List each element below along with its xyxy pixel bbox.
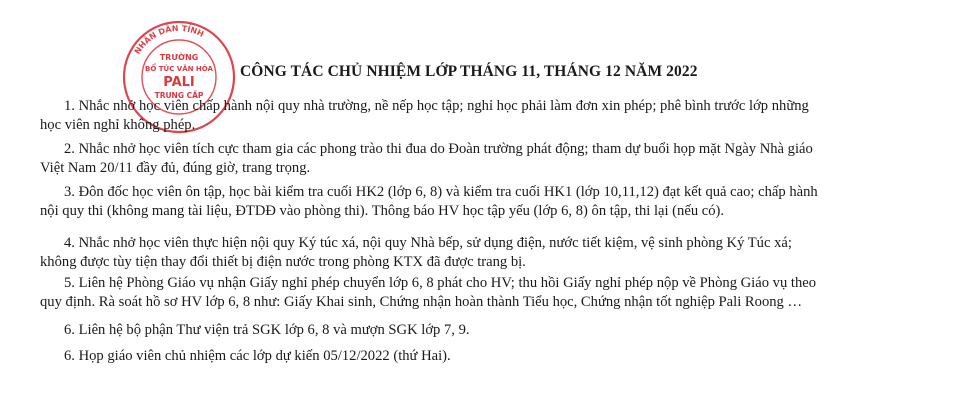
item-line: 3. Đôn đốc học viên ôn tập, học bài kiểm tra cuối HK2 (lớp 6, 8) và kiểm tra cuối HK1 (lớp 10,11,12) đạt kết quả cao; chấp hành xyxy=(64,184,818,200)
item-line: quy định. Rà soát hồ sơ HV lớp 6, 8 như: Giấy Khai sinh, Chứng nhận hoàn thành Tiểu học, Chứng nhận tốt nghiệp Pali Roong … xyxy=(40,293,803,310)
item-line: nội quy thi (không mang tài liệu, ĐTDĐ vào phòng thi). Thông báo HV học tập yếu (lớp 6, 8) ôn tập, thi lại (nếu có). xyxy=(40,202,725,219)
item-line: 1. Nhắc nhở học viên chấp hành nội quy nhà trường, nề nếp học tập; nghỉ học phải làm đơn xin phép; phê bình trước lớp những xyxy=(64,98,809,114)
seal-line-2: BỔ TÚC VĂN HÓA xyxy=(145,65,213,73)
item-line: học viên nghỉ không phép. xyxy=(40,116,196,133)
item-line: 2. Nhắc nhở học viên tích cực tham gia các phong trào thi đua do Đoàn trường phát động; tham dự buổi họp mặt Ngày Nhà giáo xyxy=(64,141,813,157)
item-line: Việt Nam 20/11 đầy đủ, đúng giờ, trang trọng. xyxy=(40,159,311,176)
list-item xyxy=(40,274,930,311)
item-line: 6. Họp giáo viên chủ nhiệm các lớp dự kiến 05/12/2022 (thứ Hai). xyxy=(64,348,451,364)
seal-line-4: TRUNG CẤP xyxy=(154,91,204,100)
list-item xyxy=(40,347,930,366)
item-line: không được tùy tiện thay đổi thiết bị điện nước trong phòng KTX đã được trang bị. xyxy=(40,253,526,270)
item-line: 6. Liên hệ bộ phận Thư viện trả SGK lớp 6, 8 và mượn SGK lớp 7, 9. xyxy=(64,322,470,338)
list-item xyxy=(40,97,930,134)
list-item xyxy=(40,234,930,271)
item-line: 5. Liên hệ Phòng Giáo vụ nhận Giấy nghỉ phép chuyển lớp 6, 8 phát cho HV; thu hồi Giấy nghỉ phép nộp về Phòng Giáo vụ theo xyxy=(64,275,817,291)
list-item xyxy=(40,321,930,340)
seal-line-1: TRƯỜNG xyxy=(159,53,199,62)
document-title: CÔNG TÁC CHỦ NHIỆM LỚP THÁNG 11, THÁNG 12 NĂM 2022 xyxy=(240,63,698,80)
list-item xyxy=(40,183,930,220)
list-item xyxy=(40,140,930,177)
item-line: 4. Nhắc nhở học viên thực hiện nội quy Ký túc xá, nội quy Nhà bếp, sử dụng điện, nước tiết kiệm, vệ sinh phòng Ký Túc xá; xyxy=(64,235,792,251)
seal-line-3: PALI xyxy=(163,75,195,90)
seal-ring-text: NHÂN DÂN TỈNH xyxy=(132,23,206,56)
svg-text:NHÂN DÂN TỈNH xyxy=(133,22,206,55)
